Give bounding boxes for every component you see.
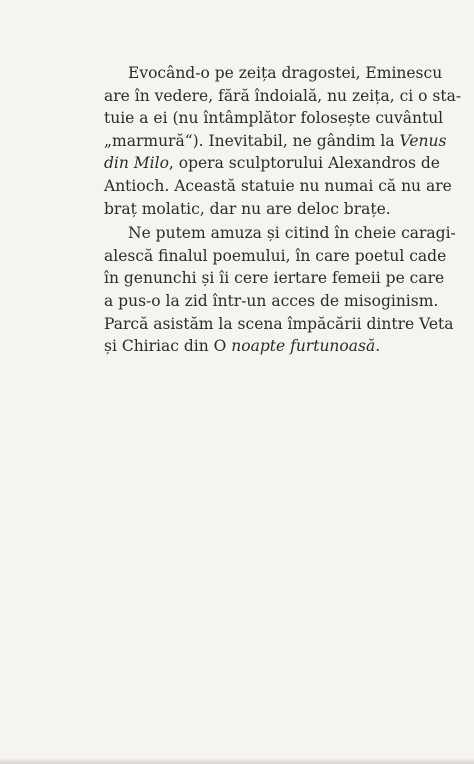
text-line: tuie a ei (nu întâmplător folosește cuvântul	[104, 109, 444, 128]
text-line: alescă finalul poemului, în care poetul cade	[104, 246, 447, 265]
text-line: Ne putem amuza și citind în cheie caragi-	[128, 224, 456, 243]
paragraph-2	[104, 222, 456, 358]
text-run: .	[375, 337, 381, 356]
text-line	[104, 335, 404, 358]
text-line: Parcă asistăm la scena împăcării dintre Veta	[104, 314, 454, 333]
page-bottom-edge	[0, 758, 474, 764]
text-line: braț molatic, dar nu are deloc brațe.	[104, 199, 391, 218]
text-run: , opera sculptorului Alexandros de	[168, 154, 440, 173]
italic-title: Venus	[399, 131, 447, 150]
text-line	[104, 152, 440, 175]
italic-title: noapte furtunoasă	[231, 337, 376, 356]
text-run: și Chiriac din O	[104, 337, 232, 356]
text-line	[104, 130, 447, 153]
text-line: Evocând-o pe zeița dragostei, Eminescu	[128, 64, 443, 82]
text-line: are în vedere, fără îndoială, nu zeița, ci o sta-	[104, 86, 462, 105]
text-line: a pus-o la zid într-un acces de misoginism.	[104, 291, 439, 310]
paragraph-1	[104, 62, 462, 220]
body-text	[104, 62, 462, 358]
text-line: Antioch. Această statuie nu numai că nu are	[104, 176, 452, 195]
italic-title: din Milo	[104, 154, 169, 173]
text-run: „marmură“). Inevitabil, ne gândim la	[104, 131, 400, 150]
text-line: în genunchi și îi cere iertare femeii pe care	[104, 269, 445, 288]
